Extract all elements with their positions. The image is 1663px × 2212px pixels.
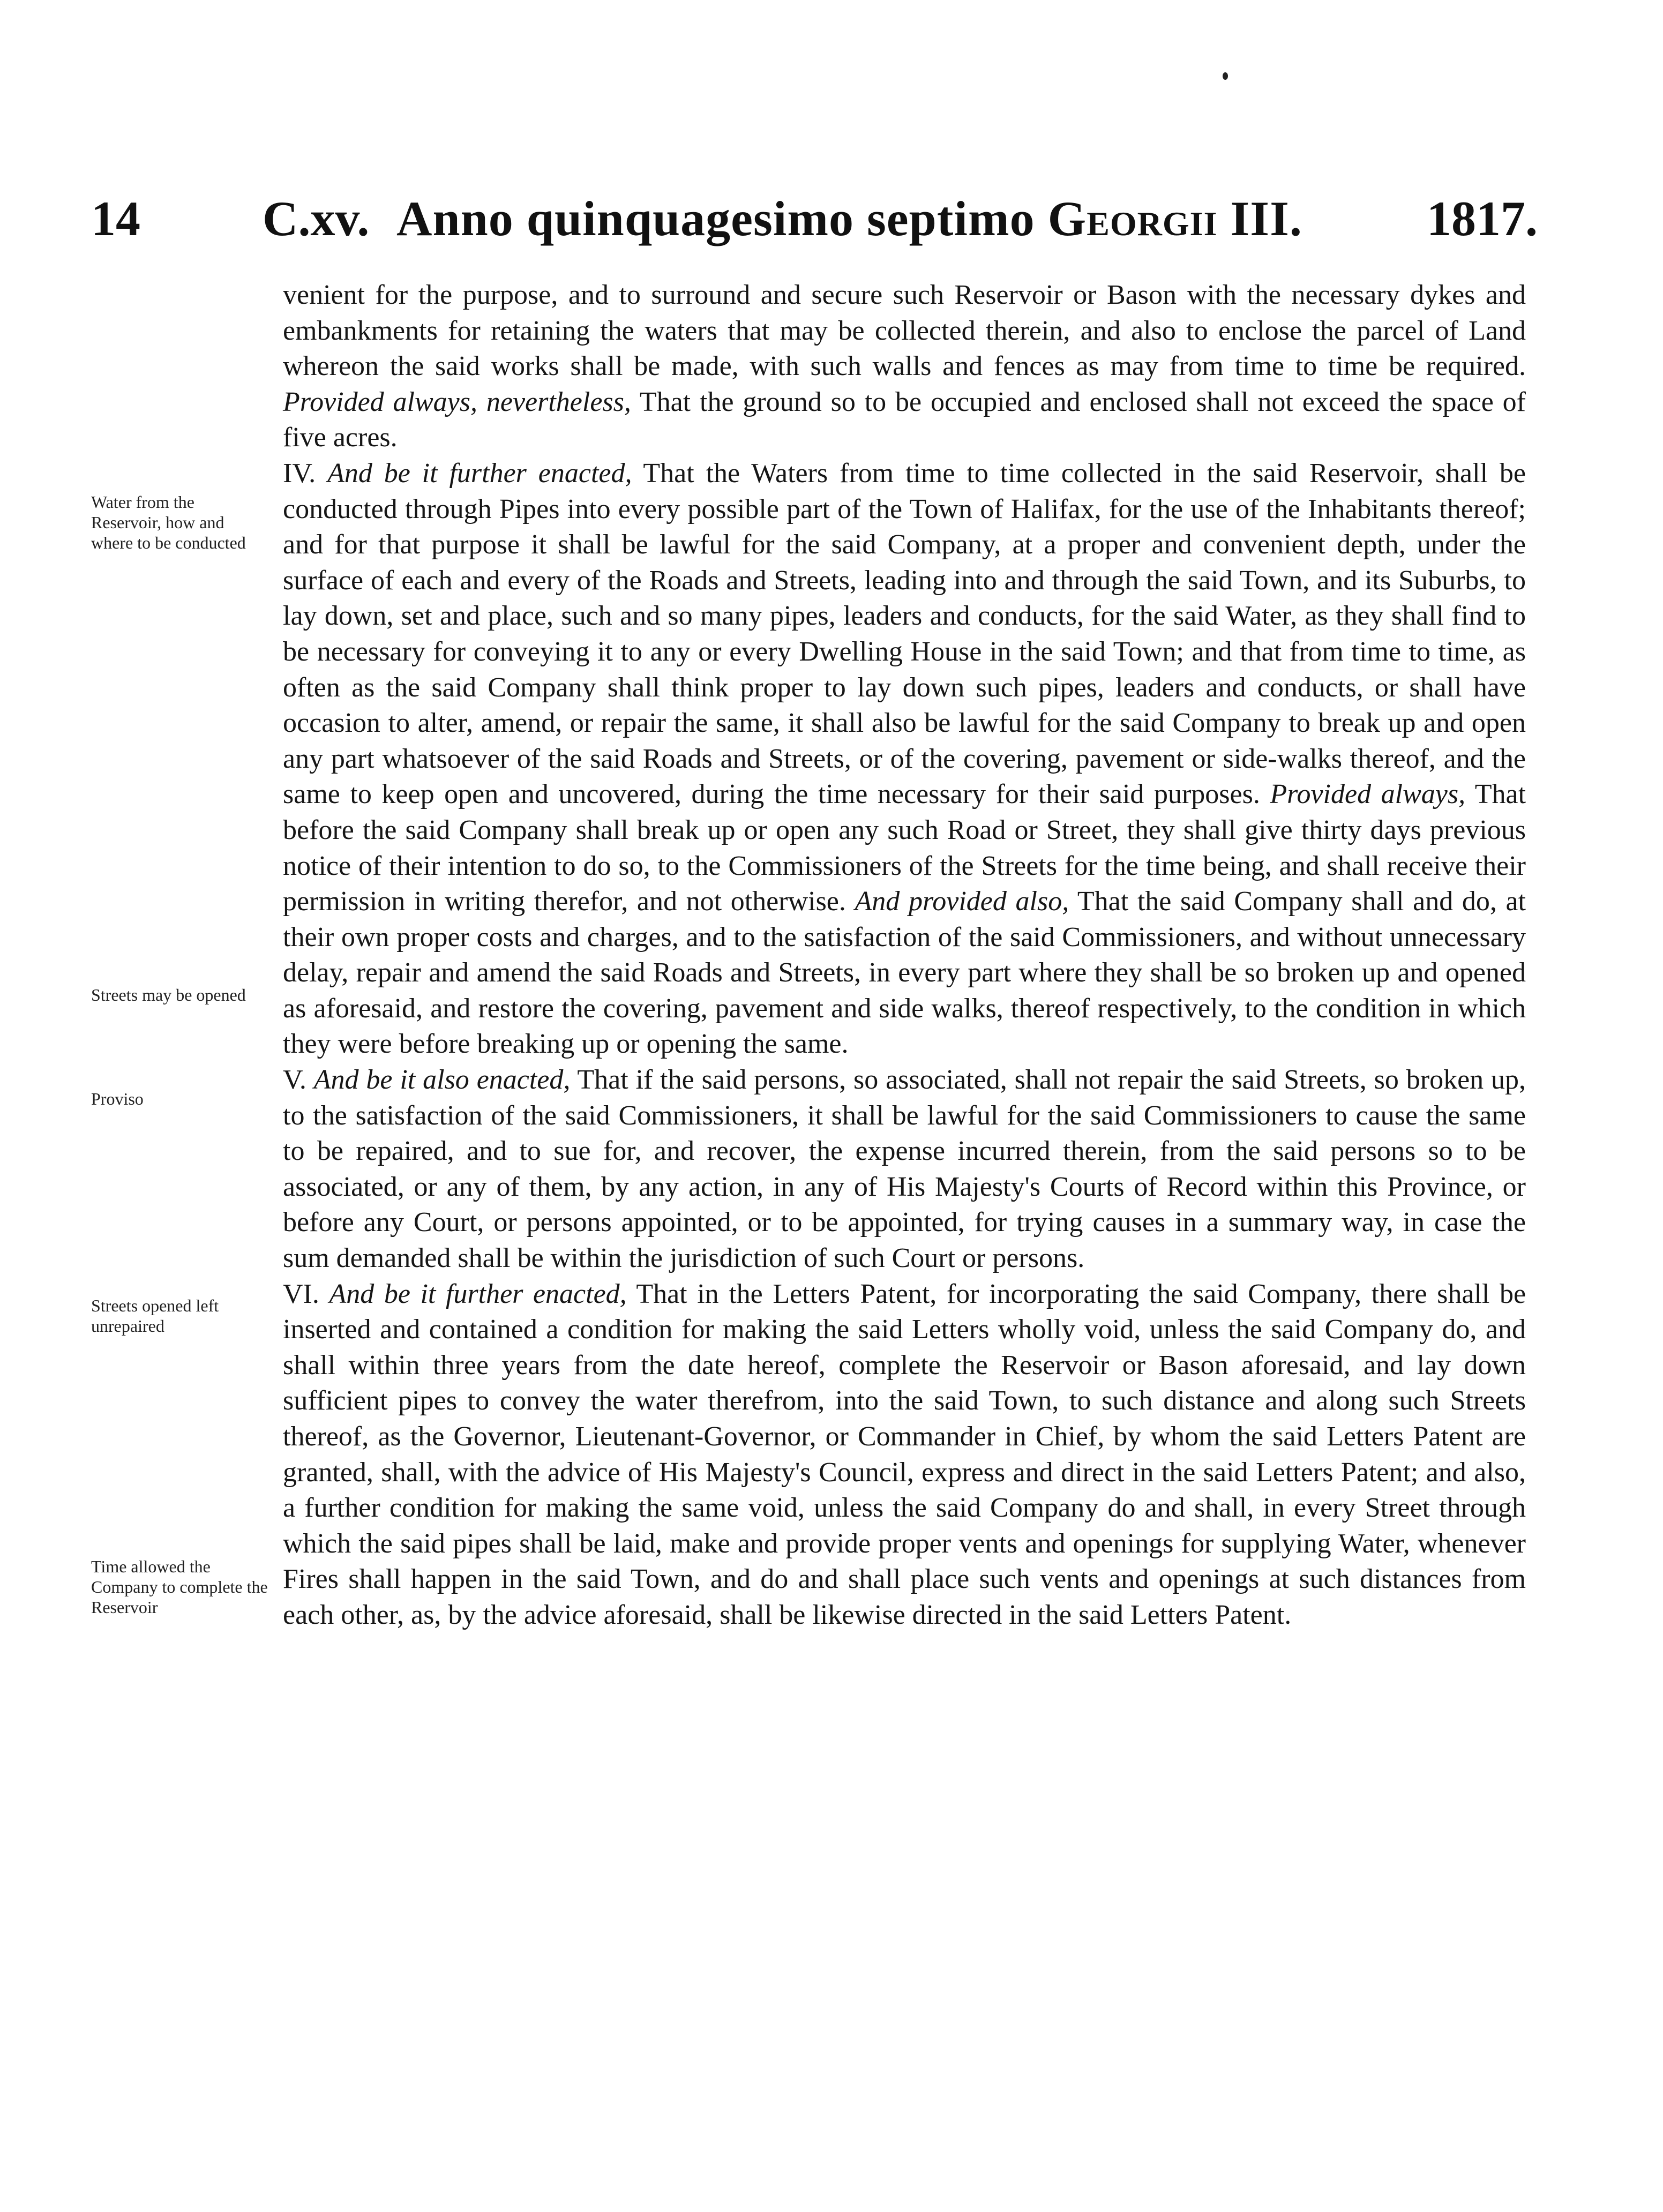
section-text: That if the said persons, so associated, shall not repair the said Streets, so broken up, to the satisfaction of the said Commissioners, it shall be lawful for the said Commissioners to cause the same to be repaired, and to sue for, and recover, the expense incurred therein, from the said persons so to be associated, or any of them, by any action, in any of His Majesty's Courts of Record within this Province, or before any Court, or persons appointed, or to be appointed, for trying causes in a summary way, in case the sum demanded shall be within the jurisdiction of such Court or persons. — [283, 1064, 1526, 1274]
header-year: 1817. — [1427, 191, 1538, 246]
section-number: V. — [283, 1064, 306, 1096]
margin-note-streets-opened: Streets may be opened — [91, 985, 246, 1004]
enacting-phrase: And be it further enacted, — [327, 458, 632, 489]
section-vi — [283, 1277, 1526, 1633]
paragraph-text: That the ground so to be occupied and enclosed shall not exceed the space of five acres. — [283, 386, 1526, 453]
margin-note-proviso: Proviso — [91, 1089, 144, 1108]
section-text: That the Waters from time to time collected in the said Reservoir, shall be conducted through Pipes into every possible part of the Town of Halifax, for the use of the Inhabitants thereof; and for that purpose it shall be lawful for the said Company, at a proper and convenient depth, under the surface of each and every of the Roads and Streets, leading into and through the said Town, and its Suburbs, to lay down, set and place, such and so many pipes, leaders and conducts, for the said Water, as they shall find to be necessary for conveying it to any or every Dwelling House in the said Town; and that from time to time, as often as the said Company shall think proper to lay down such pipes, leaders and conducts, or shall have occasion to alter, amend, or repair the same, it shall also be lawful for the said Company to break up and open any part whatsoever of the said Roads and Streets, or of the covering, pavement or side-walks thereof, and the same to keep open and uncovered, during the time necessary for their said purposes. — [283, 458, 1526, 810]
enacting-phrase: And be it further enacted, — [329, 1278, 627, 1309]
page-number: 14 — [91, 191, 140, 246]
header-title-regnal: Georgii III. — [1047, 191, 1302, 246]
header-title-text: Anno quinquagesimo septimo — [396, 191, 1035, 246]
enacting-phrase: And be it also enacted, — [313, 1064, 571, 1096]
paragraph-text: venient for the purpose, and to surround and secure such Reservoir or Bason with the necessary dykes and embankments for retaining the waters that may be collected therein, and also to enclose the parcel of Land whereon the said works shall be made, with such walls and fences as may from time to time be required. — [283, 280, 1526, 382]
section-number: IV. — [283, 458, 316, 489]
proviso-phrase: And provided also, — [855, 886, 1069, 917]
section-v — [283, 1062, 1526, 1277]
statute-body — [283, 278, 1526, 1633]
running-header — [91, 190, 1538, 249]
section-iv — [283, 456, 1526, 1062]
margin-note-time-allowed: Time allowed the Company to complete the Reservoir — [91, 1557, 268, 1617]
header-title — [396, 190, 1409, 247]
chapter-number: C.xv. — [263, 191, 370, 246]
section-text: That before the said Company shall break up or open any such Road or Street, they shall give thirty days previous notice of their intention to do so, to the Commissioners of the Streets for the time being, and shall receive their permission in writing therefor, and not otherwise. — [283, 779, 1526, 917]
section-text: That in the Letters Patent, for incorporating the said Company, there shall be inserted and contained a condition for making the said Letters wholly void, unless the said Company do, and shall within three years from the date hereof, complete the Reservoir or Bason aforesaid, and lay down sufficient pipes to convey the water therefrom, into the said Town, to such distance and along such Streets thereof, as the Governor, Lieutenant-Governor, or Commander in Chief, by whom the said Letters Patent are granted, shall, with the advice of His Majesty's Council, express and direct in the said Letters Patent; and also, a further condition for making the same void, unless the said Company do and shall, in every Street through which the said pipes shall be laid, make and provide proper vents and openings for supplying Water, whenever Fires shall happen in the said Town, and do and shall place such vents and openings at such distances from each other, as, by the advice aforesaid, shall be likewise directed in the said Letters Patent. — [283, 1278, 1526, 1630]
margin-note-streets-unrepaired: Streets opened left unrepaired — [91, 1296, 219, 1336]
margin-note-water-conducted: Water from the Reservoir, how and where to be conducted — [91, 492, 246, 552]
section-text: That the said Company shall and do, at their own proper costs and charges, and to the satisfaction of the said Commissioners, and without unnecessary delay, repair and amend the said Roads and Streets, in every part where they shall be so broken up and opened as aforesaid, and restore the covering, pavement and side walks, thereof respectively, to the condition in which they were before breaking up or opening the same. — [283, 886, 1526, 1060]
ink-speck — [1223, 72, 1228, 80]
proviso-phrase: Provided always, nevertheless, — [283, 386, 631, 417]
section-number: VI. — [283, 1278, 319, 1309]
proviso-phrase: Provided always, — [1270, 779, 1466, 810]
paragraph-continuation — [283, 278, 1526, 456]
